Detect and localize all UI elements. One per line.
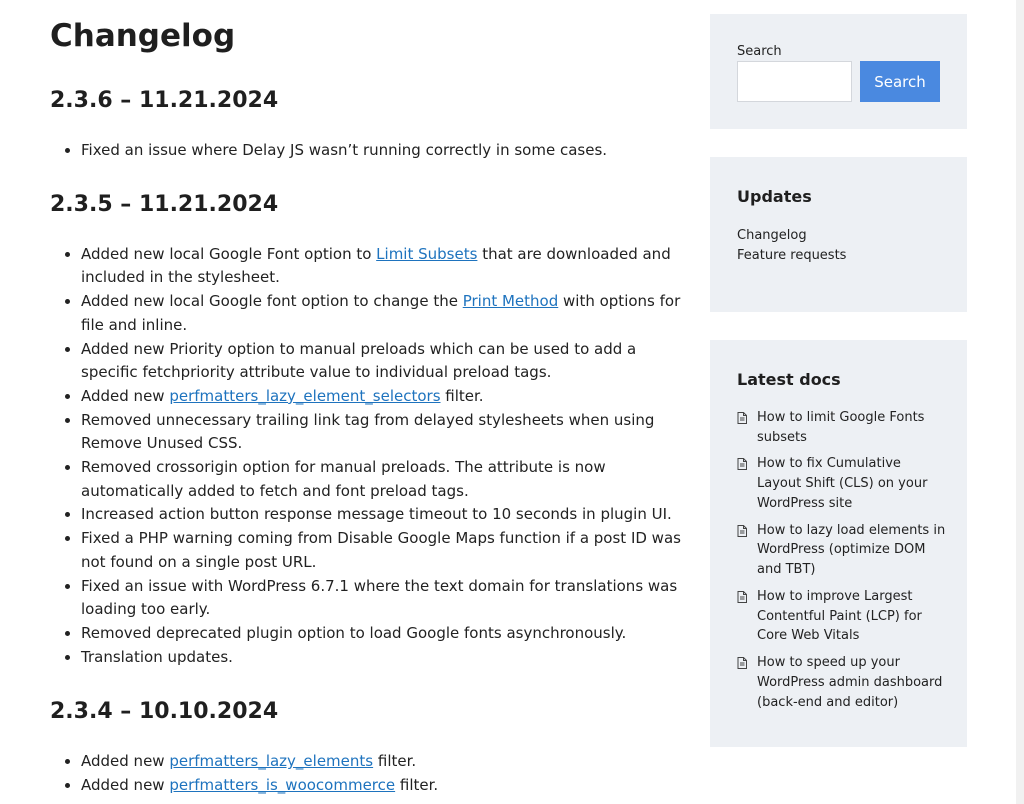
page-scrollbar[interactable] <box>1016 0 1024 804</box>
latest-docs-list <box>737 408 947 719</box>
doc-item[interactable] <box>737 408 947 448</box>
list-item: • Added new Priority option to manual preloads which can be used to add a specific fetchpriority attribute value to individual preload tags. <box>81 338 690 385</box>
list-item: • Removed unnecessary trailing link tag from delayed stylesheets when using Remove Unused CSS. <box>81 409 690 456</box>
change-list <box>50 750 690 797</box>
latest-docs-title: Latest docs <box>737 370 841 389</box>
change-list <box>50 243 690 670</box>
search-button[interactable]: Search <box>860 61 940 102</box>
list-item: • Fixed an issue where Delay JS wasn’t running correctly in some cases. <box>81 139 690 163</box>
changelog-link[interactable]: Changelog <box>737 228 807 243</box>
list-item: • Added new local Google font option to change the Print Method with options for file and inline. <box>81 290 690 337</box>
list-item: • Translation updates. <box>81 646 690 670</box>
doc-link[interactable]: How to speed up your WordPress admin dashboard (back-end and editor) <box>757 654 943 710</box>
document-icon <box>737 412 747 424</box>
version-heading: 2.3.6 – 11.21.2024 <box>50 88 279 113</box>
document-icon <box>737 657 747 669</box>
list-item: • Fixed an issue with WordPress 6.7.1 where the text domain for translations was loading too early. <box>81 575 690 622</box>
change-list <box>50 139 690 163</box>
latest-docs-widget <box>710 340 967 747</box>
lazy-element-selectors-link[interactable]: perfmatters_lazy_element_selectors <box>169 386 441 405</box>
doc-link[interactable]: How to lazy load elements in WordPress (optimize DOM and TBT) <box>757 522 946 578</box>
document-icon <box>737 525 747 537</box>
version-heading: 2.3.5 – 11.21.2024 <box>50 191 279 217</box>
list-item: • Added new perfmatters_lazy_elements filter. <box>81 750 690 774</box>
feature-requests-link[interactable]: Feature requests <box>737 247 847 263</box>
print-method-link[interactable]: Print Method <box>462 292 559 311</box>
updates-list <box>737 226 846 265</box>
doc-item[interactable] <box>737 454 947 513</box>
updates-title: Updates <box>737 187 812 206</box>
doc-link[interactable]: How to fix Cumulative Layout Shift (CLS) on your WordPress site <box>757 456 928 511</box>
search-widget <box>710 14 967 129</box>
page-title: Changelog <box>50 18 236 54</box>
list-item: • Added new perfmatters_lazy_element_selectors filter. <box>81 385 690 409</box>
list-item: • Fixed a PHP warning coming from Disable Google Maps function if a post ID was not found on a single post URL. <box>81 527 690 574</box>
list-item: • Removed deprecated plugin option to load Google fonts asynchronously. <box>81 622 690 646</box>
doc-link[interactable]: How to improve Largest Contentful Paint (LCP) for Core Web Vitals <box>757 588 922 644</box>
search-label: Search <box>737 44 782 59</box>
search-input[interactable] <box>737 61 852 102</box>
list-item: • Added new perfmatters_is_woocommerce filter. <box>81 774 690 798</box>
doc-item[interactable] <box>737 587 947 646</box>
main-content <box>50 14 690 798</box>
is-woocommerce-link[interactable]: perfmatters_is_woocommerce <box>169 776 396 795</box>
lazy-elements-link[interactable]: perfmatters_lazy_elements <box>169 752 374 771</box>
limit-subsets-link[interactable]: Limit Subsets <box>376 244 478 263</box>
doc-link[interactable]: How to limit Google Fonts subsets <box>757 410 925 445</box>
list-item: • Removed crossorigin option for manual preloads. The attribute is now automatically added to fetch and font preload tags. <box>81 456 690 503</box>
list-item: • Added new local Google Font option to Limit Subsets that are downloaded and included in the stylesheet. <box>81 243 690 290</box>
document-icon <box>737 591 747 603</box>
doc-item[interactable] <box>737 653 947 712</box>
list-item: • Increased action button response message timeout to 10 seconds in plugin UI. <box>81 503 690 527</box>
document-icon <box>737 458 747 470</box>
version-heading: 2.3.4 – 10.10.2024 <box>50 699 279 725</box>
doc-item[interactable] <box>737 521 947 580</box>
updates-widget <box>710 157 967 312</box>
